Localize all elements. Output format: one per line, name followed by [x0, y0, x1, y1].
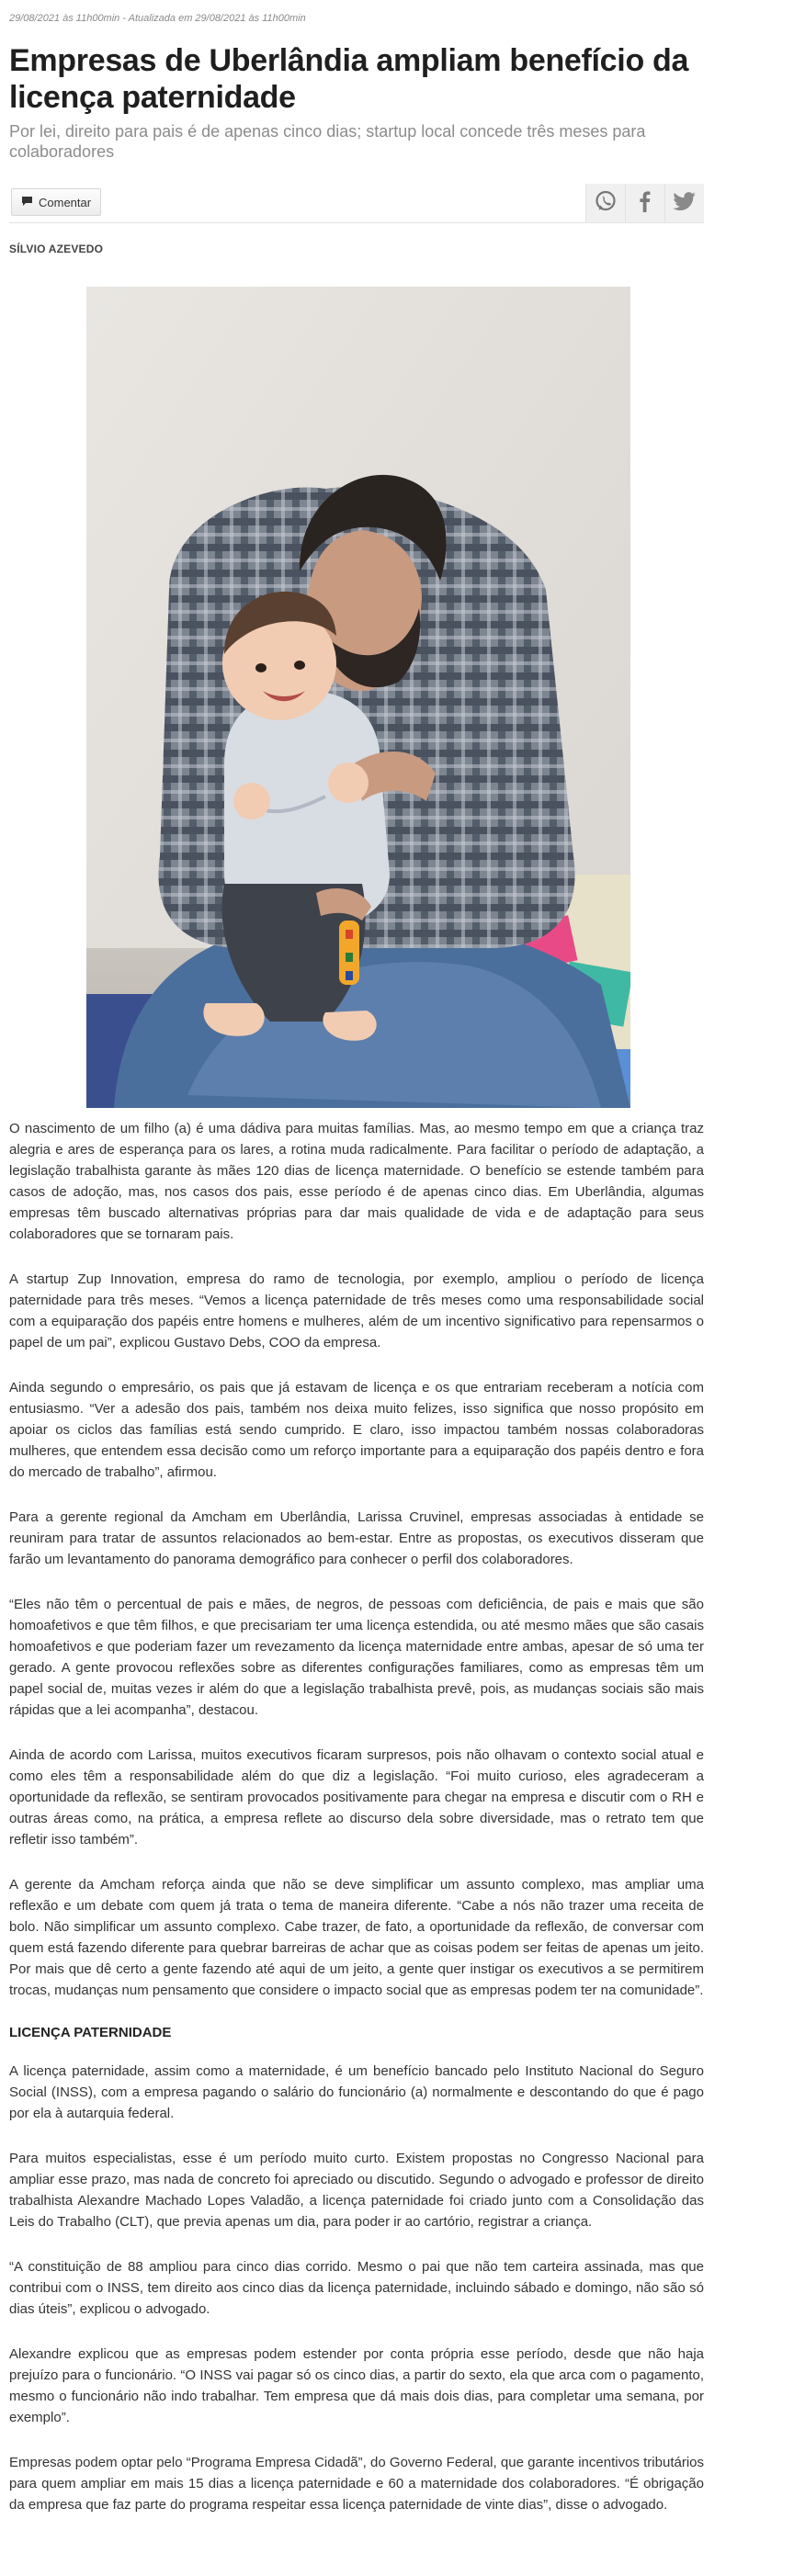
article-paragraph: Empresas podem optar pelo “Programa Empresa Cidadã”, do Governo Federal, que garante incentivos tributários para quem ampliar em mais 15 dias a licença paternidade e 60 a maternidade dos colaboradores. “É obrigação da empresa que faz parte do programa respeitar essa licença paternidade de vinte dias”, disse o advogado.: [9, 2455, 704, 2513]
article-paragraph: “A constituição de 88 ampliou para cinco dias corrido. Mesmo o pai que não tem carteira assinada, mas que contribui com o INSS, tem direito aos cinco dias da licença paternidade, incluindo sábado e domingo, não são só dias úteis”, explicou o advogado.: [9, 2259, 704, 2317]
comment-button[interactable]: [11, 188, 101, 216]
article-paragraph: A gerente da Amcham reforça ainda que não se deve simplificar um assunto complexo, mas ampliar uma reflexão e um debate com quem já trata o tema de maneira diferente. “Cabe a nós não trazer uma receita de bolo. Não simplificar um assunto complexo. Cabe trazer, de fato, a oportunidade da reflexão, de conversar com quem está fazendo diferente para quebrar barreiras de achar que as coisas podem ser feitas de apenas um jeito. Por mais que dê certo a gente fazendo até aqui de um jeito, a gente quer instigar os executivos a se permitirem trocas, mudanças num pensamento que considere o impacto social que as empresas podem ter na comunidade”.: [9, 1877, 704, 1998]
article-author: SÍLVIO AZEVEDO: [9, 243, 104, 255]
article-toolbar: [9, 184, 704, 223]
article-paragraph: A startup Zup Innovation, empresa do ramo de tecnologia, por exemplo, ampliou o período de licença paternidade para três meses. “Vemos a licença paternidade de três meses como uma responsabilidade social com a equiparação dos papéis entre homens e mulheres, além de um incentivo significativo para repensarmos o papel de um pai”, explicou Gustavo Debs, COO da empresa.: [9, 1271, 704, 1350]
article-paragraph: Ainda de acordo com Larissa, muitos executivos ficaram surpresos, pois não olhavam o contexto social atual e como eles têm a responsabilidade além do que diz a legislação. “Foi muito curioso, eles agradeceram a oportunidade da reflexão, se sentiram provocados positivamente para chegar na empresa e discutir com o RH e outras áreas como, na prática, a empresa reflete ao discurso dela sobre diversidade, mas o retrato tem que refletir isso também”.: [9, 1747, 704, 1847]
father-baby-photo: [86, 287, 630, 1108]
article-paragraph: Alexandre explicou que as empresas podem estender por conta própria esse período, desde que não haja prejuízo para o funcionário. “O INSS vai pagar só os cinco dias, a partir do sexto, ela que arca com o pagamento, mesmo o funcionário não indo trabalhar. Tem empresa que dá mais dois dias, para completar uma semana, por exemplo”.: [9, 2346, 704, 2425]
article-paragraph: Ainda segundo o empresário, os pais que já estavam de licença e os que entrariam receberam a notícia com entusiasmo. “Ver a adesão dos pais, também nos deixa muito felizes, isso significa que nosso propósito em apoiar os ciclos das famílias está sendo cumprido. E claro, isso impactou também nossas colaboradoras mulheres, que entendem essa decisão como um reforço importante para a equiparação dos papéis dentro e fora do mercado de trabalho”, afirmou.: [9, 1380, 704, 1480]
article-paragraph: “Eles não têm o percentual de pais e mães, de negros, de pessoas com deficiência, de pais e mais que são homoafetivos e que têm filhos, e que precisariam ter uma licença estendida, ou até mesmo mães que são casais homoafetivos e que poderiam fazer um revezamento da licença maternidade entre ambas, apesar de só uma ter gerado. A gente provocou reflexões sobre as diferentes configurações familiares, como as empresas têm um papel social de, muitas vezes ir além do que a legislação trabalhista prevê, pois, as mudanças sociais são mais rápidas que a lei acompanha”, destacou.: [9, 1597, 704, 1718]
article-paragraph: O nascimento de um filho (a) é uma dádiva para muitas famílias. Mas, ao mesmo tempo em que a criança traz alegria e ares de esperança para os lares, a rotina muda radicalmente. Para facilitar o período de adaptação, a legislação trabalhista garante às mães 120 dias de licença maternidade. O benefício se estende também para casos de adoção, mas, nos casos dos pais, esse período é de apenas cinco dias. Em Uberlândia, algumas empresas têm buscado alternativas próprias para dar mais qualidade de vida e de adaptação para seus colaboradores que se tornaram pais.: [9, 1121, 704, 1242]
section-heading: LICENÇA PATERNIDADE: [9, 2025, 172, 2040]
article-headline: Empresas de Uberlândia ampliam benefício da licença paternidade: [9, 43, 689, 115]
share-whatsapp-button[interactable]: [585, 184, 625, 222]
article-dateline: 29/08/2021 às 11h00min - Atualizada em 29/08/2021 às 11h00min: [9, 13, 306, 24]
share-twitter-button[interactable]: [664, 184, 704, 222]
article-photo: [86, 287, 630, 1108]
twitter-icon: [672, 190, 698, 217]
whatsapp-icon: [594, 189, 618, 218]
article-paragraph: A licença paternidade, assim como a maternidade, é um benefício bancado pelo Instituto Nacional do Seguro Social (INSS), com a empresa pagando o salário do funcionário (a) normalmente e descontando do que é pago por ela à autarquia federal.: [9, 2063, 704, 2121]
share-facebook-button[interactable]: [625, 184, 664, 222]
share-bar: [585, 184, 704, 222]
comment-icon: [21, 196, 33, 209]
article-subheadline: Por lei, direito para pais é de apenas cinco dias; startup local concede três meses para colaboradores: [9, 122, 646, 161]
article-paragraph: Para a gerente regional da Amcham em Uberlândia, Larissa Cruvinel, empresas associadas à entidade se reuniram para tratar de assuntos relacionados ao bem-estar. Entre as propostas, os executivos disseram que farão um levantamento do panorama demográfico para conhecer o perfil dos colaboradores.: [9, 1509, 704, 1567]
article-body: [9, 1118, 704, 2539]
facebook-icon: [635, 189, 655, 218]
article-paragraph: Para muitos especialistas, esse é um período muito curto. Existem propostas no Congresso Nacional para ampliar esse prazo, mas nada de concreto foi apreciado ou discutido. Segundo o advogado e professor de direito trabalhista Alexandre Machado Lopes Valadão, a licença paternidade foi criado junto com a Consolidação das Leis do Trabalho (CLT), que previa apenas um dia, para poder ir ao cartório, registrar a criança.: [9, 2151, 704, 2230]
comment-button-label: Comentar: [39, 195, 92, 209]
